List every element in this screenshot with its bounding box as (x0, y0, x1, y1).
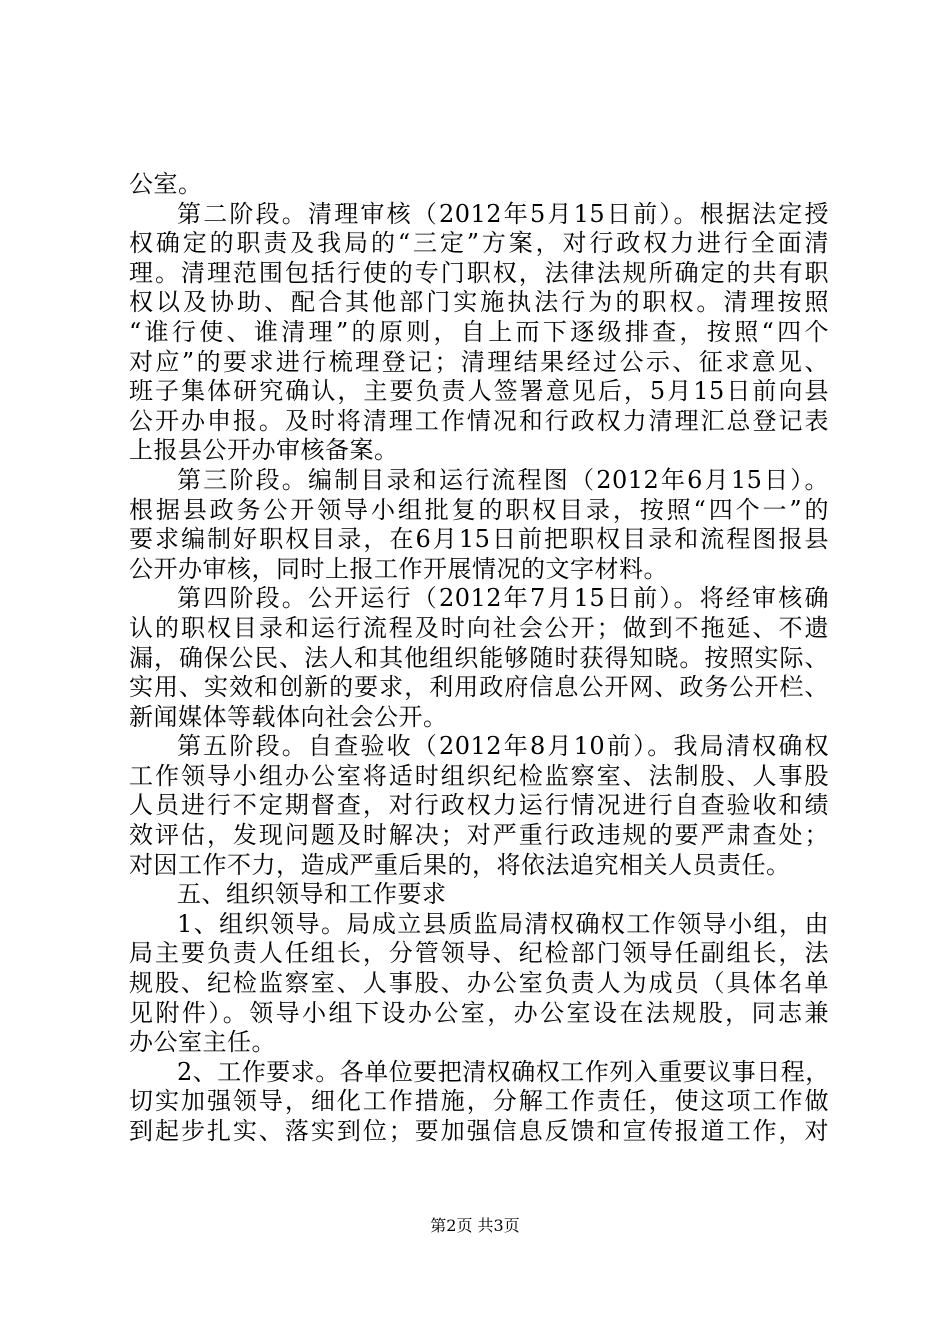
text-line: 漏，确保公民、法人和其他组织能够随时获得知晓。按照实际、 (129, 643, 829, 672)
text-line: 要求编制好职权目录，在6月15日前把职权目录和流程图报县 (129, 525, 829, 554)
text-line: 切实加强领导，细化工作措施，分解工作责任，使这项工作做 (129, 1087, 829, 1116)
text-line: 工作领导小组办公室将适时组织纪检监察室、法制股、人事股 (129, 761, 829, 790)
text-line: 公室。 (129, 170, 203, 198)
text-line: 上报县公开办审核备案。 (129, 436, 399, 465)
text-line: 到起步扎实、落实到位；要加强信息反馈和宣传报道工作，对 (129, 1117, 829, 1145)
text-line: 见附件）。领导小组下设办公室，办公室设在法规股，同志兼 (129, 998, 829, 1027)
text-line: 对应”的要求进行梳理登记；清理结果经过公示、征求意见、 (129, 347, 829, 376)
text-line: 权确定的职责及我局的“三定”方案，对行政权力进行全面清 (129, 229, 829, 258)
text-line: 对因工作不力，造成严重后果的，将依法追究相关人员责任。 (129, 850, 791, 879)
text-line: 人员进行不定期督查，对行政权力运行情况进行自查验收和绩 (129, 791, 829, 820)
text-line: 新闻媒体等载体向社会公开。 (129, 702, 448, 731)
text-line: “谁行使、谁清理”的原则，自上而下逐级排查，按照“四个 (129, 317, 829, 346)
text-line: 班子集体研究确认，主要负责人签署意见后，5月15日前向县 (129, 377, 829, 406)
paragraph-first-line: 第四阶段。公开运行（2012年7月15日前）。将经审核确 (177, 584, 829, 613)
text-line: 权以及协助、配合其他部门实施执法行为的职权。清理按照 (129, 288, 829, 317)
paragraph-first-line: 第二阶段。清理审核（2012年5月15日前）。根据法定授 (177, 199, 829, 228)
document-body (129, 170, 829, 1147)
text-line: 实用、实效和创新的要求，利用政府信息公开网、政务公开栏、 (129, 673, 829, 702)
text-line: 公开办审核，同时上报工作开展情况的文字材料。 (129, 554, 668, 583)
paragraph-first-line: 2、工作要求。各单位要把清权确权工作列入重要议事日程， (177, 1057, 830, 1086)
text-line: 局主要负责人任组长，分管领导、纪检部门领导任副组长，法 (129, 939, 829, 968)
text-line: 认的职权目录和运行流程及时向社会公开；做到不拖延、不遗 (129, 613, 829, 642)
text-line: 效评估，发现问题及时解决；对严重行政违规的要严肃查处； (129, 821, 829, 850)
paragraph-first-line: 1、组织领导。局成立县质监局清权确权工作领导小组，由 (177, 909, 829, 938)
paragraph-first-line: 第三阶段。编制目录和运行流程图（2012年6月15日）。 (177, 465, 829, 494)
text-line: 理。清理范围包括行使的专门职权，法律法规所确定的共有职 (129, 258, 829, 287)
text-line: 根据县政务公开领导小组批复的职权目录，按照“四个一”的 (129, 495, 829, 524)
paragraph-first-line: 第五阶段。自查验收（2012年8月10前）。我局清权确权 (177, 732, 829, 761)
text-line: 公开办申报。及时将清理工作情况和行政权力清理汇总登记表 (129, 406, 829, 435)
section-heading: 五、组织领导和工作要求 (177, 880, 447, 909)
text-line: 规股、纪检监察室、人事股、办公室负责人为成员（具体名单 (129, 969, 829, 998)
text-line: 办公室主任。 (129, 1028, 276, 1057)
page-footer: 第2页 共3页 (430, 1216, 520, 1235)
